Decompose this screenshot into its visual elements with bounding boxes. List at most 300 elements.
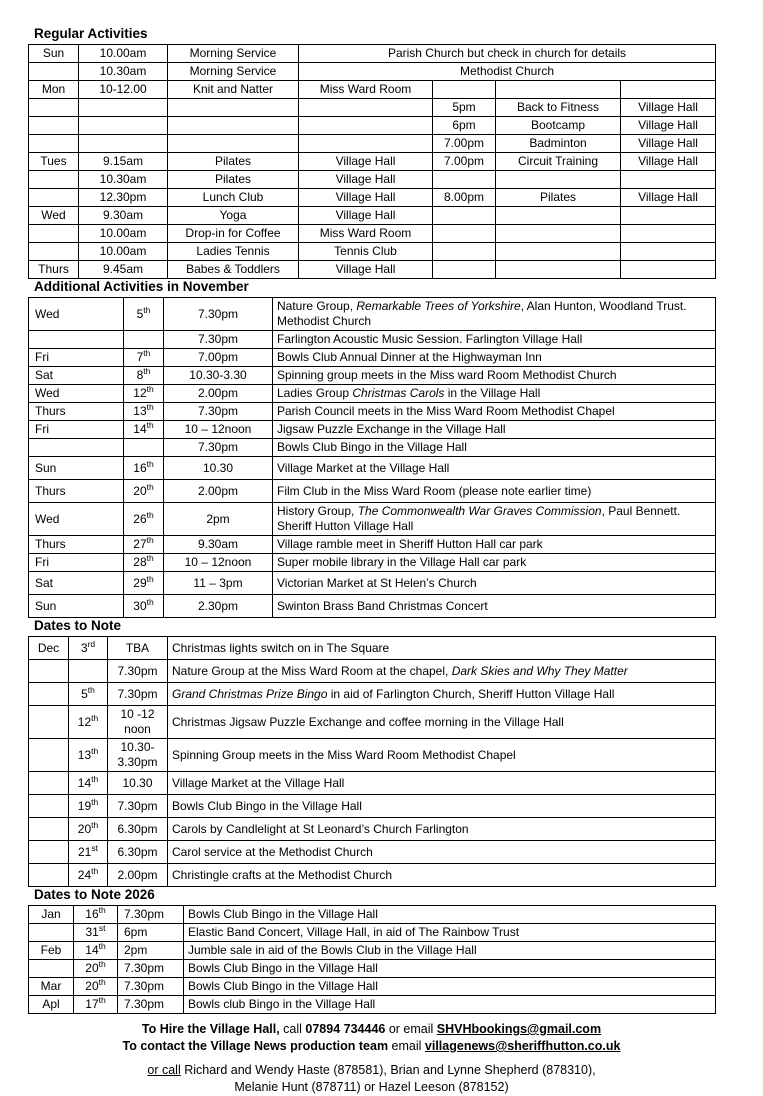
text-segment: Grand Christmas Prize Bingo [172, 686, 328, 701]
ordinal-suffix: th [91, 796, 99, 807]
text-segment: Fri [35, 422, 49, 436]
table-row [29, 772, 716, 795]
table-cell [124, 298, 164, 331]
text-segment: Bowls Club Bingo in the Village Hall [188, 907, 378, 921]
text-segment: 10 – 12noon [184, 422, 252, 436]
table-cell [273, 385, 716, 403]
text-segment: Bowls Club Bingo in the Village Hall [188, 961, 378, 975]
table-cell [29, 45, 79, 63]
table-cell [433, 117, 496, 135]
text-segment: 2pm [124, 943, 148, 957]
text-segment: Spinning Group meets in the Miss Ward Room Methodist Chapel [172, 747, 516, 762]
text-segment: Village Hall [638, 190, 698, 204]
table-cell [168, 225, 299, 243]
footer [28, 1021, 715, 1096]
table-cell [124, 554, 164, 572]
contact-production-team-line [28, 1038, 715, 1055]
table-cell [433, 225, 496, 243]
text-segment: 5 [136, 306, 144, 321]
table-cell [433, 81, 496, 99]
dates-to-note-table [28, 636, 716, 887]
table-cell [29, 99, 79, 117]
text-segment: Ladies Tennis [196, 244, 270, 258]
ordinal-suffix: th [98, 941, 106, 951]
table-cell [299, 171, 433, 189]
table-cell [299, 99, 433, 117]
text-segment: 10.30-3.30pm [117, 740, 158, 769]
table-row [29, 153, 716, 171]
table-row [29, 99, 716, 117]
text-segment: call [279, 1022, 306, 1036]
table-cell [168, 739, 716, 772]
table-cell [108, 739, 168, 772]
ordinal-suffix: th [146, 458, 154, 469]
table-cell [299, 243, 433, 261]
table-cell [496, 135, 621, 153]
table-cell [168, 683, 716, 706]
table-row [29, 683, 716, 706]
table-cell [29, 207, 79, 225]
table-cell [74, 978, 118, 996]
table-row [29, 739, 716, 772]
text-segment: Bootcamp [530, 118, 586, 132]
ordinal-suffix: th [146, 553, 154, 563]
table-row [29, 63, 716, 81]
ordinal-suffix: th [98, 905, 106, 915]
table-cell [29, 660, 69, 683]
table-cell [621, 81, 716, 99]
ordinal-suffix: th [146, 535, 154, 545]
table-cell [79, 261, 168, 279]
table-row [29, 81, 716, 99]
table-row [29, 439, 716, 457]
table-cell [496, 153, 621, 171]
text-segment: 20 [133, 483, 147, 498]
table-cell [164, 349, 273, 367]
text-segment: 10 -12 noon [120, 707, 155, 736]
table-row [29, 960, 716, 978]
table-cell [273, 536, 716, 554]
text-segment: 7.30pm [117, 686, 158, 701]
table-cell [118, 960, 184, 978]
text-segment: 10.30-3.30 [189, 368, 247, 382]
table-row [29, 225, 716, 243]
table-cell [168, 189, 299, 207]
table-cell [496, 117, 621, 135]
text-segment: 13 [133, 404, 147, 418]
text-segment: Pilates [539, 190, 577, 204]
table-cell [79, 207, 168, 225]
table-cell [621, 135, 716, 153]
text-segment: Thurs [38, 262, 69, 276]
table-cell [74, 924, 118, 942]
text-segment: Village ramble meet in Sheriff Hutton Hall car park [277, 537, 543, 551]
table-row [29, 243, 716, 261]
table-row [29, 924, 716, 942]
table-cell [69, 818, 108, 841]
table-cell [168, 243, 299, 261]
ordinal-suffix: rd [87, 638, 96, 649]
ordinal-suffix: st [91, 842, 98, 853]
text-segment: Parish Council meets in the Miss Ward Room Methodist Chapel [277, 404, 615, 418]
table-cell [273, 421, 716, 439]
text-segment: Wed [35, 511, 60, 526]
table-cell [29, 739, 69, 772]
table-cell [621, 171, 716, 189]
table-cell [29, 906, 74, 924]
table-cell [79, 225, 168, 243]
table-cell [433, 243, 496, 261]
text-segment: 7.00pm [197, 350, 239, 364]
text-segment: 07894 734446 [305, 1022, 386, 1036]
text-segment: email [388, 1039, 425, 1053]
table-cell [299, 81, 433, 99]
table-cell [29, 331, 124, 349]
text-segment: Babes & Toddlers [186, 262, 280, 276]
table-cell [124, 457, 164, 480]
table-cell [168, 135, 299, 153]
text-segment: Sat [35, 368, 54, 382]
table-cell [168, 772, 716, 795]
table-row [29, 117, 716, 135]
text-segment: 7.30pm [117, 663, 158, 678]
table-row [29, 706, 716, 739]
table-cell [29, 818, 69, 841]
text-segment: Miss Ward Room [319, 82, 412, 96]
table-cell [164, 421, 273, 439]
text-segment: 29 [133, 575, 147, 590]
text-segment: 20 [85, 979, 99, 993]
table-cell [29, 243, 79, 261]
table-cell [496, 99, 621, 117]
table-row [29, 554, 716, 572]
text-segment: , Alan Hunton, Woodland Trust. Methodist Church [277, 299, 687, 328]
table-cell [273, 480, 716, 503]
text-segment: To Hire the Village Hall, [141, 1022, 280, 1036]
table-row [29, 595, 716, 618]
text-segment: in aid of Farlington Church, Sheriff Hutton Village Hall [327, 686, 615, 701]
text-segment: The Commonwealth War Graves Commission [357, 504, 602, 518]
text-segment: 8.00pm [443, 190, 485, 204]
table-cell [273, 595, 716, 618]
table-cell [29, 960, 74, 978]
table-row [29, 457, 716, 480]
table-cell [621, 261, 716, 279]
table-cell [273, 349, 716, 367]
text-segment: Dark Skies and Why They Matter [451, 663, 628, 678]
table-cell [299, 135, 433, 153]
text-segment: 7.30pm [197, 404, 239, 418]
text-segment: Jigsaw Puzzle Exchange in the Village Hall [277, 422, 506, 436]
table-cell [124, 595, 164, 618]
text-segment: 14 [77, 775, 92, 790]
text-segment: 8 [136, 368, 144, 382]
text-segment: Sun [35, 460, 57, 475]
table-row [29, 942, 716, 960]
table-cell [273, 572, 716, 595]
text-segment: Village Hall [335, 208, 396, 222]
text-segment: To contact the Village News production team [122, 1039, 389, 1053]
table-cell [168, 117, 299, 135]
text-segment: Village Hall [638, 100, 698, 114]
table-cell [29, 189, 79, 207]
text-segment: in the Village Hall [444, 386, 541, 400]
table-cell [621, 189, 716, 207]
text-segment: Tennis Club [334, 244, 397, 258]
text-segment: Nature Group, [277, 299, 357, 313]
table-row [29, 795, 716, 818]
table-cell [108, 772, 168, 795]
regular-activities-heading: Regular Activities [34, 26, 148, 41]
text-segment: Melanie Hunt (878711) or Hazel Leeson (878152) [234, 1080, 509, 1094]
text-segment: Sun [35, 598, 57, 613]
table-cell [168, 99, 299, 117]
text-segment: 7.30pm [124, 961, 165, 975]
text-segment: 6.30pm [117, 844, 158, 859]
table-row [29, 261, 716, 279]
table-row [29, 660, 716, 683]
text-segment: Methodist Church [459, 64, 555, 78]
text-segment: 5 [81, 686, 88, 701]
text-segment: 12 [133, 386, 147, 400]
table-cell [124, 367, 164, 385]
dates-to-note-heading: Dates to Note [34, 618, 122, 633]
text-segment: 20 [77, 821, 92, 836]
table-cell [164, 385, 273, 403]
table-cell [29, 63, 79, 81]
table-cell [164, 572, 273, 595]
table-cell [69, 864, 108, 887]
text-segment: Village Hall [638, 136, 698, 150]
text-segment: 9.45am [102, 262, 144, 276]
ordinal-suffix: st [98, 923, 106, 933]
text-segment: Morning Service [189, 46, 277, 60]
text-segment: 10.00am [99, 46, 147, 60]
table-cell [299, 63, 716, 81]
text-segment: 7.30pm [197, 332, 239, 346]
text-segment: Jumble sale in aid of the Bowls Club in the Village Hall [188, 943, 477, 957]
november-activities-table [28, 297, 716, 618]
table-row [29, 906, 716, 924]
text-segment: Drop-in for Coffee [185, 226, 281, 240]
table-cell [124, 572, 164, 595]
table-cell [29, 572, 124, 595]
table-row [29, 207, 716, 225]
text-segment: Ladies Group [277, 386, 353, 400]
table-row [29, 572, 716, 595]
text-segment: Village Hall [638, 118, 698, 132]
table-cell [118, 906, 184, 924]
text-segment: Remarkable Trees of Yorkshire [356, 299, 521, 313]
table-cell [273, 554, 716, 572]
text-segment: 7 [136, 350, 144, 364]
table-cell [164, 298, 273, 331]
table-cell [273, 439, 716, 457]
table-row [29, 503, 716, 536]
table-cell [29, 135, 79, 153]
ordinal-suffix: th [146, 402, 154, 412]
contact-names-line-1 [28, 1062, 715, 1079]
text-segment: Thurs [35, 404, 66, 418]
table-cell [79, 99, 168, 117]
text-segment: 7.30pm [124, 997, 165, 1011]
table-cell [69, 637, 108, 660]
email-link[interactable]: SHVHbookings@gmail.com [436, 1022, 602, 1036]
table-cell [273, 503, 716, 536]
text-segment: Wed [35, 386, 60, 400]
table-cell [79, 45, 168, 63]
text-segment: Swinton Brass Band Christmas Concert [277, 598, 488, 613]
table-cell [433, 261, 496, 279]
table-cell [29, 171, 79, 189]
table-cell [164, 439, 273, 457]
text-segment: Miss Ward Room [319, 226, 412, 240]
text-segment: 7.30pm [117, 798, 158, 813]
ordinal-suffix: th [87, 684, 95, 695]
table-cell [29, 637, 69, 660]
table-cell [29, 421, 124, 439]
table-cell [74, 996, 118, 1014]
text-segment: Film Club in the Miss Ward Room (please note earlier time) [277, 483, 592, 498]
text-segment: 7.30pm [124, 979, 165, 993]
text-segment: 11 – 3pm [193, 575, 243, 590]
text-segment: Parish Church but check in church for details [387, 46, 627, 60]
text-segment: 16 [133, 460, 147, 475]
dates-to-note-2026-table [28, 905, 716, 1014]
text-segment: Village Hall [335, 172, 396, 186]
table-cell [621, 153, 716, 171]
table-cell [621, 225, 716, 243]
table-cell [29, 117, 79, 135]
text-segment: 30 [133, 598, 147, 613]
text-segment: Wed [35, 306, 60, 321]
text-segment: Thurs [35, 483, 66, 498]
table-cell [124, 331, 164, 349]
text-segment: 10.30 [122, 775, 153, 790]
ordinal-suffix: th [146, 384, 154, 394]
ordinal-suffix: th [98, 995, 106, 1005]
text-segment: Christmas Carols [352, 386, 445, 400]
table-cell [74, 960, 118, 978]
table-cell [79, 171, 168, 189]
text-segment: 10-12.00 [99, 82, 147, 96]
text-segment: Bowls Club Bingo in the Village Hall [188, 979, 378, 993]
table-cell [164, 403, 273, 421]
table-cell [164, 331, 273, 349]
ordinal-suffix: th [146, 481, 154, 492]
table-cell [273, 331, 716, 349]
table-cell [118, 978, 184, 996]
table-cell [273, 367, 716, 385]
ordinal-suffix: th [146, 509, 154, 520]
table-cell [124, 503, 164, 536]
table-cell [118, 924, 184, 942]
table-row [29, 864, 716, 887]
table-cell [184, 996, 716, 1014]
table-cell [29, 795, 69, 818]
table-cell [69, 706, 108, 739]
text-segment: 26 [133, 511, 147, 526]
text-segment: Circuit Training [517, 154, 599, 168]
table-cell [496, 81, 621, 99]
text-segment: Village Market at the Village Hall [277, 460, 450, 475]
ordinal-suffix: th [98, 959, 106, 969]
text-segment: Christmas lights switch on in The Square [172, 640, 390, 655]
table-cell [168, 63, 299, 81]
text-segment: Pilates [214, 172, 252, 186]
table-cell [29, 457, 124, 480]
table-cell [433, 135, 496, 153]
table-cell [164, 536, 273, 554]
text-segment: Feb [40, 943, 62, 957]
text-segment: Jan [41, 907, 61, 921]
table-cell [29, 942, 74, 960]
table-row [29, 45, 716, 63]
ordinal-suffix: th [91, 865, 99, 876]
text-segment: 16 [85, 907, 99, 921]
text-segment: Yoga [219, 208, 247, 222]
table-cell [621, 117, 716, 135]
text-segment: 27 [133, 537, 147, 551]
text-segment: 2pm [206, 511, 230, 526]
table-cell [69, 683, 108, 706]
table-cell [108, 841, 168, 864]
contact-names-line-2 [28, 1079, 715, 1096]
regular-activities-table [28, 44, 716, 279]
text-segment: 31 [85, 925, 99, 939]
text-segment: Village Hall [335, 190, 396, 204]
text-segment: Richard and Wendy Haste (878581), Brian and Lynne Shepherd (878310), [180, 1063, 596, 1077]
table-cell [69, 739, 108, 772]
table-cell [29, 683, 69, 706]
ordinal-suffix: th [98, 977, 106, 987]
table-cell [29, 841, 69, 864]
table-cell [108, 818, 168, 841]
table-cell [108, 795, 168, 818]
table-cell [184, 924, 716, 942]
table-cell [168, 171, 299, 189]
text-segment: Elastic Band Concert, Village Hall, in aid of The Rainbow Trust [188, 925, 520, 939]
table-cell [124, 439, 164, 457]
table-cell [79, 243, 168, 261]
ordinal-suffix: th [91, 712, 99, 723]
table-cell [124, 421, 164, 439]
table-row [29, 367, 716, 385]
ordinal-suffix: th [91, 819, 99, 830]
table-cell [69, 841, 108, 864]
text-segment: Bowls Club Bingo in the Village Hall [172, 798, 362, 813]
text-segment: Carols by Candlelight at St Leonard’s Church Farlington [172, 821, 469, 836]
table-cell [164, 554, 273, 572]
ordinal-suffix: th [91, 745, 99, 756]
table-cell [29, 864, 69, 887]
email-link[interactable]: villagenews@sheriffhutton.co.uk [424, 1039, 621, 1053]
ordinal-suffix: th [146, 420, 154, 430]
table-cell [168, 795, 716, 818]
table-cell [433, 207, 496, 225]
text-segment: 10.30am [99, 64, 147, 78]
table-cell [69, 772, 108, 795]
text-segment: 14 [133, 422, 147, 436]
table-cell [299, 207, 433, 225]
table-cell [168, 660, 716, 683]
text-segment: 28 [133, 555, 147, 569]
text-segment: 10.00am [99, 244, 147, 258]
table-cell [124, 349, 164, 367]
text-segment: 7.30pm [197, 306, 239, 321]
text-segment: 5pm [452, 100, 476, 114]
table-cell [29, 978, 74, 996]
